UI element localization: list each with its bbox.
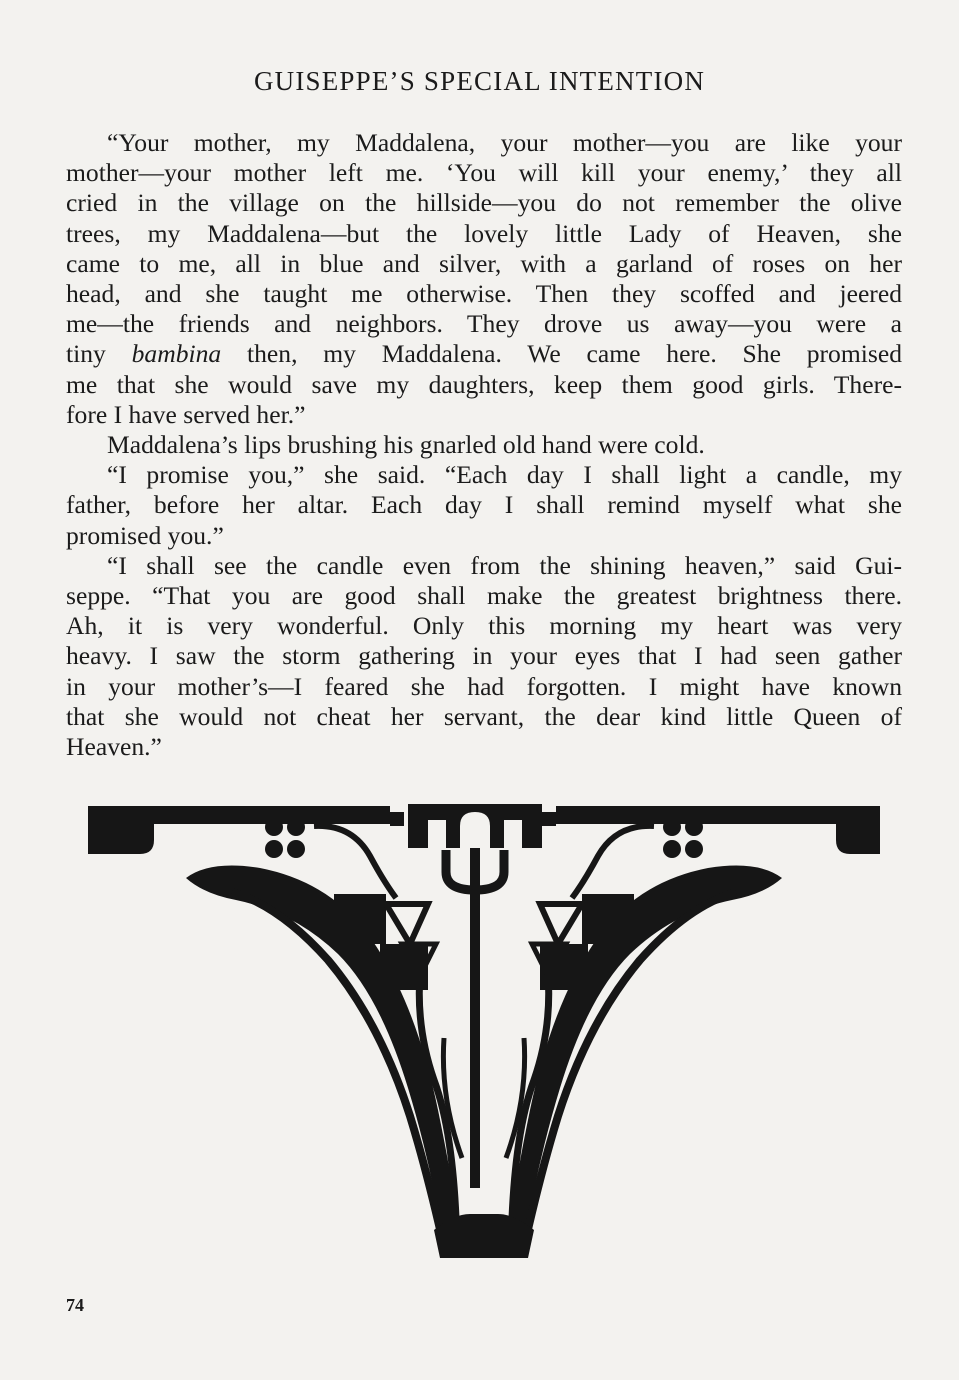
text-line: me that she would save my daughters, keep them good girls. There- (66, 369, 902, 399)
text-line: trees, my Maddalena—but the lovely little Lady of Heaven, she (66, 218, 902, 248)
text-line: “Your mother, my Maddalena, your mother—you are like your (107, 128, 902, 157)
art-nouveau-tailpiece-ornament (84, 798, 884, 1260)
text-line: in your mother’s—I feared she had forgotten. I might have known (66, 671, 902, 701)
text-run: then, my Maddalena. We came here. She promised (221, 339, 902, 369)
text-line: “I shall see the candle even from the shining heaven,” said Gui- (107, 550, 902, 580)
text-line: that she would not cheat her servant, the dear kind little Queen of (66, 701, 902, 731)
italic-word: bambina (131, 339, 222, 369)
text-line: heavy. I saw the storm gathering in your eyes that I had seen gather (66, 641, 902, 671)
text-line: Ah, it is very wonderful. Only this morning my heart was very (66, 611, 902, 641)
text-line: fore I have served her.” (66, 399, 306, 429)
text-line: “I promise you,” she said. “Each day I shall light a candle, my (107, 460, 902, 490)
page-number: 74 (66, 1295, 84, 1315)
text-line: mother—your mother left me. ‘You will kill your enemy,’ they all (66, 158, 902, 188)
text-line: Heaven.” (66, 732, 162, 762)
text-line: father, before her altar. Each day I shall remind myself what she (66, 490, 902, 520)
text-line: cried in the village on the hillside—you do not remember the olive (66, 188, 902, 218)
text-line: Maddalena’s lips brushing his gnarled old hand were cold. (107, 430, 705, 460)
text-line: came to me, all in blue and silver, with a garland of roses on her (66, 248, 902, 278)
text-line-with-italic (66, 339, 902, 369)
running-head: GUISEPPE’S SPECIAL INTENTION (253, 66, 706, 96)
text-line: seppe. “That you are good shall make the greatest brightness there. (66, 581, 902, 611)
text-line: me—the friends and neighbors. They drove us away—you were a (66, 309, 902, 339)
text-run: tiny (66, 339, 132, 369)
text-line: head, and she taught me otherwise. Then they scoffed and jeered (66, 279, 902, 309)
text-line: promised you.” (66, 520, 224, 550)
body-text (66, 128, 902, 762)
